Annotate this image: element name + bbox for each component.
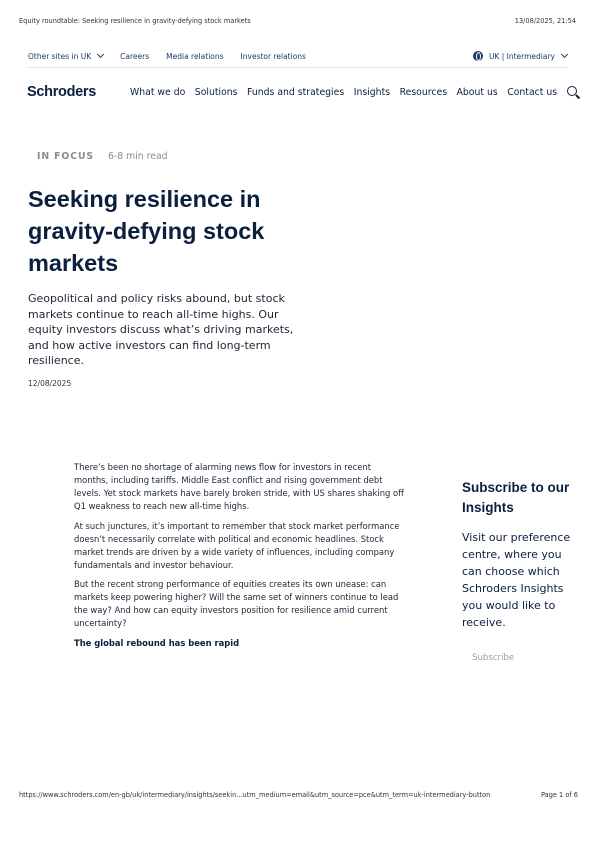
header-divider <box>28 67 567 68</box>
globe-icon <box>473 51 483 61</box>
nav-what-we-do[interactable]: What we do <box>130 86 186 98</box>
nav-contact-us[interactable]: Contact us <box>507 86 558 98</box>
subscribe-copy: Visit our preference centre, where you can choose which Schroders Insights you would like to receive. <box>462 531 571 629</box>
body-paragraph: At such junctures, it’s important to remember that stock market performance doesn’t necessarily correlate with political and economic headlines. Stock market trends are driven by a wide variety of influences, including company fundamentals and investor behaviour. <box>74 520 400 570</box>
schroders-logo[interactable]: Schroders <box>27 84 97 100</box>
print-header <box>19 17 576 25</box>
subscribe-panel <box>462 478 572 664</box>
nav-funds-and-strategies[interactable]: Funds and strategies <box>247 86 345 98</box>
subscribe-heading: Subscribe to our Insights <box>462 480 570 515</box>
body-paragraph: But the recent strong performance of equities creates its own unease: can markets keep powering higher? Will the same set of winners continue to lead the way? And how can equity investors position for resilience amid current uncertainty? <box>74 579 399 628</box>
chevron-down-icon <box>97 51 104 58</box>
section-subheading: The global rebound has been rapid <box>74 637 240 648</box>
article-title: Seeking resilience in gravity-defying stock markets <box>28 186 265 276</box>
body-paragraph: There’s been no shortage of alarming news flow for investors in recent months, including tariffs. Middle East conflict and rising government debt levels. Yet stock markets have barely broken stride, with US shares shaking off Q1 weakness to reach new all-time highs. <box>74 462 404 511</box>
other-sites-dropdown[interactable] <box>28 52 103 61</box>
chevron-down-icon <box>561 51 568 58</box>
investor-relations-link[interactable]: Investor relations <box>240 51 306 61</box>
region-label: UK | Intermediary <box>488 51 555 61</box>
nav-resources[interactable]: Resources <box>399 86 448 98</box>
subscribe-button[interactable]: Subscribe <box>472 653 515 663</box>
other-sites-label: Other sites in UK <box>28 51 92 61</box>
print-datetime: 13/08/2025, 21:54 <box>514 17 576 25</box>
print-url: https://www.schroders.com/en-gb/uk/intermediary/insights/seekin...utm_medium=email&utm_source=pce&utm_term=uk-intermediary-button <box>19 791 491 799</box>
utility-bar <box>28 46 567 66</box>
article-body <box>74 461 404 656</box>
nav-insights[interactable]: Insights <box>353 86 391 98</box>
print-page-number: Page 1 of 6 <box>541 791 578 799</box>
article-lede: Geopolitical and policy risks abound, but stock markets continue to reach all-time highs. Our equity investors discuss what’s driving markets, and how active investors can find long-term resilience. <box>28 292 294 367</box>
publish-date: 12/08/2025 <box>28 379 72 388</box>
media-relations-link[interactable]: Media relations <box>166 51 224 61</box>
careers-link[interactable]: Careers <box>120 51 150 61</box>
print-doc-title: Equity roundtable: Seeking resilience in gravity-defying stock markets <box>19 17 251 25</box>
read-time: 6-8 min read <box>108 151 168 162</box>
main-nav <box>27 82 569 102</box>
category-tag: IN FOCUS <box>37 151 94 162</box>
nav-about-us[interactable]: About us <box>456 86 498 98</box>
print-footer <box>19 791 578 799</box>
article-kicker <box>37 151 168 162</box>
nav-solutions[interactable]: Solutions <box>194 86 238 98</box>
search-icon[interactable] <box>567 86 569 99</box>
region-selector[interactable] <box>473 51 567 61</box>
